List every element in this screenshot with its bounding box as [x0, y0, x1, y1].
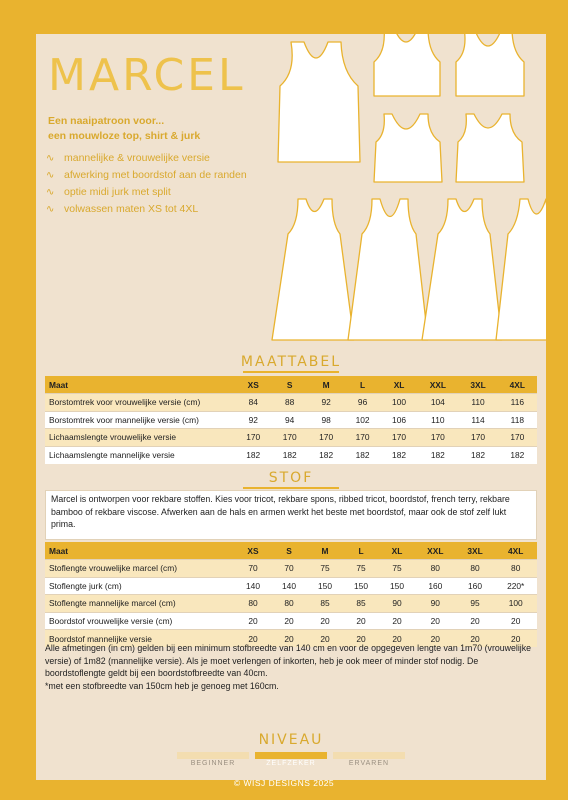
size-table-column-header: 3XL	[458, 376, 497, 394]
fabric-table-cell: Stoflengte jurk (cm)	[45, 577, 235, 595]
fabric-table-cell: 90	[415, 595, 456, 613]
dress-2-icon	[348, 199, 428, 340]
fabric-table-cell: 80	[456, 560, 495, 578]
size-table-cell: 100	[381, 394, 417, 412]
size-table-column-header: M	[308, 376, 344, 394]
fabric-table-cell: 20	[235, 630, 271, 648]
size-table-cell: 182	[308, 446, 344, 464]
size-table-cell: 110	[417, 411, 458, 429]
size-table-column-header: Maat	[45, 376, 235, 394]
fabric-table-cell: 20	[343, 630, 379, 648]
wave-bullet-icon: ∿	[46, 153, 55, 164]
shirt-front-icon	[374, 114, 442, 182]
fabric-table-cell: 160	[415, 577, 456, 595]
niveau-bar-zelfzeker	[255, 752, 327, 759]
size-table-cell: 170	[417, 429, 458, 447]
size-table-cell: 170	[498, 429, 537, 447]
fabric-table-cell: 95	[456, 595, 495, 613]
wave-bullet-icon: ∿	[46, 204, 55, 215]
fabric-table-row	[45, 577, 537, 595]
niveau-bar-beginner	[177, 752, 249, 759]
wave-bullet-icon: ∿	[46, 187, 55, 198]
size-table-cell: 170	[344, 429, 380, 447]
niveau-label-beginner: BEGINNER	[190, 760, 236, 767]
heading-underline	[243, 487, 339, 489]
feature-list	[46, 150, 247, 218]
size-table-cell: 88	[271, 394, 307, 412]
fabric-table-column-header: XL	[379, 542, 415, 560]
size-table-cell: Borstomtrek voor vrouwelijke versie (cm)	[45, 394, 235, 412]
size-table-cell: 102	[344, 411, 380, 429]
size-table-cell: 182	[498, 446, 537, 464]
female-tank-front-icon	[374, 34, 440, 96]
pattern-sheet	[36, 34, 546, 780]
size-table-column-header: XS	[235, 376, 271, 394]
fabric-table-cell: 150	[379, 577, 415, 595]
dress-4-icon	[496, 199, 546, 340]
size-table-column-header: 4XL	[498, 376, 537, 394]
pattern-title: MARCEL	[48, 50, 246, 101]
niveau-label-ervaren: ERVAREN	[348, 760, 390, 767]
size-table-cell: 84	[235, 394, 271, 412]
fabric-table-cell: Stoflengte vrouwelijke marcel (cm)	[45, 560, 235, 578]
fabric-table-column-header: XXL	[415, 542, 456, 560]
size-table-cell: 96	[344, 394, 380, 412]
fabric-table-cell: 20	[235, 612, 271, 630]
size-table-cell: 182	[458, 446, 497, 464]
size-table	[45, 376, 537, 464]
niveau-bar-ervaren	[333, 752, 405, 759]
size-table-cell: 94	[271, 411, 307, 429]
fabric-table-cell: 140	[235, 577, 271, 595]
fabric-table-cell: 20	[271, 630, 307, 648]
fabric-table-cell: 20	[456, 612, 495, 630]
fabric-table-cell: 160	[456, 577, 495, 595]
fabric-table-column-header: 3XL	[456, 542, 495, 560]
fabric-table-cell: 80	[494, 560, 537, 578]
fabric-table-column-header: Maat	[45, 542, 235, 560]
fabric-table-row	[45, 595, 537, 613]
subtitle-line: een mouwloze top, shirt & jurk	[48, 130, 201, 142]
fabric-table-cell: 80	[235, 595, 271, 613]
wave-bullet-icon: ∿	[46, 170, 55, 181]
fabric-table-column-header: 4XL	[494, 542, 537, 560]
feature-item: ∿ optie midi jurk met split	[46, 184, 247, 201]
fabric-table-column-header: S	[271, 542, 307, 560]
fabric-table-cell: 85	[343, 595, 379, 613]
size-table-cell: 182	[417, 446, 458, 464]
size-table-heading: MAATTABEL	[36, 354, 546, 373]
size-table-cell: 170	[271, 429, 307, 447]
size-table-cell: Lichaamslengte vrouwelijke versie	[45, 429, 235, 447]
fabric-table-cell: 90	[379, 595, 415, 613]
feature-item: ∿ volwassen maten XS tot 4XL	[46, 201, 247, 218]
size-table-cell: 92	[235, 411, 271, 429]
pattern-subtitle	[48, 114, 200, 144]
size-table-cell: 92	[308, 394, 344, 412]
size-table-row	[45, 446, 537, 464]
fabric-table-cell: 20	[415, 630, 456, 648]
fabric-table-cell: 20	[307, 630, 343, 648]
fabric-table-cell: 20	[456, 630, 495, 648]
fabric-table-cell: 70	[235, 560, 271, 578]
size-table-column-header: L	[344, 376, 380, 394]
fabric-table	[45, 542, 537, 647]
size-table-cell: 106	[381, 411, 417, 429]
fabric-table-cell: 70	[271, 560, 307, 578]
size-table-cell: Borstomtrek voor mannelijke versie (cm)	[45, 411, 235, 429]
feature-item: ∿ mannelijke & vrouwelijke versie	[46, 150, 247, 167]
fabric-intro: Marcel is ontworpen voor rekbare stoffen. Kies voor tricot, rekbare spons, ribbed tricot, boordstof, french terry, rekbare bamboo of rekbare viscose. Afwerken aan de hals en armen werkt het beste met boordstof, maar ook de stof zelf lukt prima.	[45, 490, 537, 540]
size-table-header	[45, 376, 537, 394]
fabric-notes	[45, 642, 541, 692]
fabric-table-row	[45, 560, 537, 578]
size-table-cell: 114	[458, 411, 497, 429]
fabric-table-cell: 20	[307, 612, 343, 630]
fabric-table-cell: 20	[494, 630, 537, 648]
fabric-table-cell: 20	[415, 612, 456, 630]
fabric-table-cell: 20	[379, 612, 415, 630]
fabric-table-cell: 75	[343, 560, 379, 578]
size-table-cell: 170	[308, 429, 344, 447]
fabric-note: Alle afmetingen (in cm) gelden bij een minimum stofbreedte van 140 cm en voor de opgegeven lengte van 1m70 (vrouwelijke versie) of 1m82 (mannelijke versie). Als je moet verlengen of inkorten, heb je ook meer of minder stof nodig. De boordstoflengte geldt bij een boordstofbreedte van 40cm.	[45, 643, 532, 678]
fabric-table-column-header: XS	[235, 542, 271, 560]
garment-illustrations	[256, 34, 546, 354]
dress-1-icon	[272, 199, 354, 340]
fabric-table-cell: 140	[271, 577, 307, 595]
fabric-table-cell: 85	[307, 595, 343, 613]
size-table-cell: 182	[271, 446, 307, 464]
fabric-table-header	[45, 542, 537, 560]
fabric-table-cell: 75	[379, 560, 415, 578]
fabric-heading: STOF	[36, 470, 546, 489]
fabric-table-cell: 150	[343, 577, 379, 595]
size-table-cell: 182	[235, 446, 271, 464]
size-table-cell: 116	[498, 394, 537, 412]
size-table-cell: 110	[458, 394, 497, 412]
fabric-table-cell: 20	[271, 612, 307, 630]
male-tank-icon	[278, 42, 360, 162]
fabric-table-cell: 150	[307, 577, 343, 595]
size-table-cell: 182	[344, 446, 380, 464]
shirt-back-icon	[456, 114, 524, 182]
copyright-footer: © WISJ DESIGNS 2025	[233, 778, 335, 788]
fabric-table-row	[45, 612, 537, 630]
size-table-cell: 98	[308, 411, 344, 429]
fabric-table-column-header: L	[343, 542, 379, 560]
subtitle-line: Een naaipatroon voor...	[48, 115, 165, 127]
size-table-cell: 118	[498, 411, 537, 429]
size-table-cell: 170	[458, 429, 497, 447]
fabric-table-cell: 20	[343, 612, 379, 630]
dress-3-icon	[422, 199, 502, 340]
size-table-cell: Lichaamslengte mannelijke versie	[45, 446, 235, 464]
size-table-cell: 170	[381, 429, 417, 447]
fabric-table-cell: Stoflengte mannelijke marcel (cm)	[45, 595, 235, 613]
size-table-row	[45, 394, 537, 412]
fabric-table-cell: 20	[379, 630, 415, 648]
fabric-table-column-header: M	[307, 542, 343, 560]
size-table-column-header: S	[271, 376, 307, 394]
fabric-table-cell: 75	[307, 560, 343, 578]
fabric-table-cell: 20	[494, 612, 537, 630]
fabric-table-cell: Boordstof vrouwelijke versie (cm)	[45, 612, 235, 630]
niveau-label-zelfzeker: ZELFZEKER	[266, 760, 316, 767]
size-table-column-header: XL	[381, 376, 417, 394]
niveau-heading: NIVEAU	[258, 732, 324, 748]
size-table-column-header: XXL	[417, 376, 458, 394]
female-tank-back-icon	[456, 34, 524, 96]
size-table-cell: 104	[417, 394, 458, 412]
size-table-row	[45, 429, 537, 447]
heading-underline	[243, 371, 339, 373]
fabric-table-cell: 80	[271, 595, 307, 613]
fabric-table-cell: 100	[494, 595, 537, 613]
fabric-note: *met een stofbreedte van 150cm heb je genoeg met 160cm.	[45, 680, 279, 691]
fabric-table-cell: 80	[415, 560, 456, 578]
fabric-table-cell: Boordstof mannelijke versie	[45, 630, 235, 648]
size-table-cell: 182	[381, 446, 417, 464]
size-table-cell: 170	[235, 429, 271, 447]
feature-item: ∿ afwerking met boordstof aan de randen	[46, 167, 247, 184]
size-table-row	[45, 411, 537, 429]
fabric-table-cell: 220*	[494, 577, 537, 595]
